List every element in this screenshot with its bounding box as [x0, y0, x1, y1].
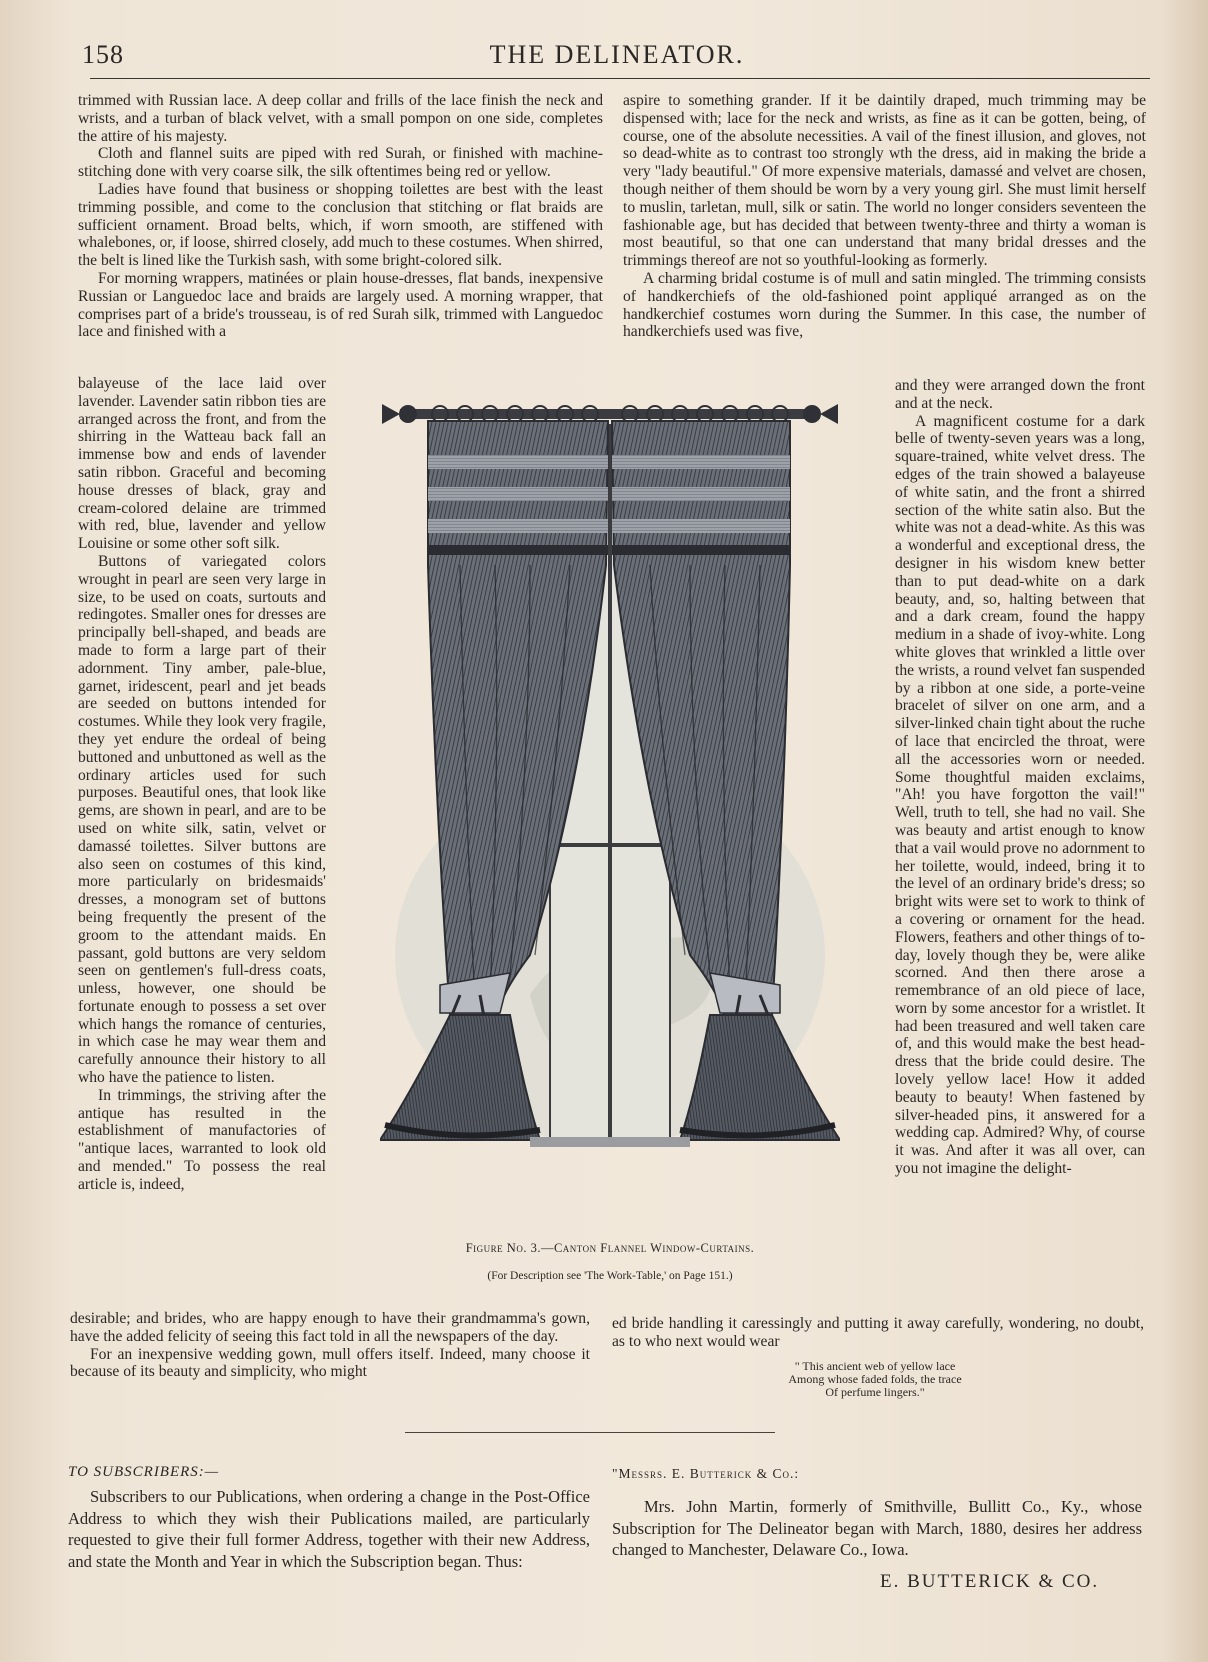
paragraph: desirable; and brides, who are happy enough to have their grandmamma's gown, have the added felicity of seeing this fact told in all the newspapers of the day.: [70, 1310, 590, 1345]
curtain-engraving: [380, 395, 840, 1235]
paragraph: Cloth and flannel suits are piped with red Surah, or finished with machine-stitching done with very coarse silk, the silk oftentimes being red or yellow.: [78, 145, 603, 181]
figure-reference: (For Description see 'The Work-Table,' on Page 151.): [487, 1270, 733, 1282]
page-number: 158: [82, 40, 124, 69]
poem-line: Of perfume lingers.": [825, 1385, 925, 1399]
subscribers-text: Subscribers to our Publications, when ordering a change in the Post-Office Address to which they wish their Publications mailed, are particularly requested to give their full former Address, together with their new Address, and state the Month and Year in which the Subscription began. Thus:: [68, 1487, 590, 1571]
left-column-top: [78, 92, 603, 341]
paragraph: A magnificent costume for a dark belle of twenty-seven years was a long, square-trained, white velvet dress. The edges of the train showed a balayeuse of white satin, and the front a shirred section of the white satin also. But the white was not a dead-white. As this was a wonderful and exceptional dress, the designer in his wisdom knew better than to put dead-white on a dark beauty, and, so, halting between that and a dark cream, found the happy medium in a shade of ivoy-white. Long white gloves that wrinkled a little over the wrists, a round velvet fan suspended by a ribbon at one side, a porte-veine bracelet of silver on one arm, and a silver-linked chain tight about the ruche of lace that encircled the throat, were all the accessories worn or needed. Some thoughtful maiden exclaims, "Ah! you have forgotton the vail!" Well, truth to tell, she had no vail. She was beauty and artist enough to know that a vail would prove no adornment to her toilette, would, indeed, bring it to the level of an ordinary bride's dress; so bright wits were set to work to think of a covering or ornament for the head. Flowers, feathers and other things of to-day, lovely though they be, were alike scorned. And then there arose a remembrance of an old piece of lace, worn by some ancestor for a wristlet. It had been treasured and well taken care of, and this would make the best head-dress that the bride could desire. The lovely yellow lace! How it added beauty to beauty! When fastened by silver-headed pins, it answered for a wedding cap. Admired? Why, of course it was. And after it was all over, can you not imagine the delight-: [895, 412, 1145, 1178]
page-header: [82, 36, 1152, 76]
right-column-narrow: [895, 377, 1145, 1178]
left-column-bottom: [70, 1310, 590, 1381]
subscribers-heading: TO SUBSCRIBERS:—: [68, 1464, 220, 1480]
right-column-bottom: [612, 1315, 1144, 1351]
poem-line: Among whose faded folds, the trace: [788, 1372, 962, 1386]
paragraph: In trimmings, the striving after the antique has resulted in the establishment of manufactories of "antique laces, warranted to look old and mended." To possess the real article is, indeed,: [78, 1086, 326, 1193]
publisher-signature: E. BUTTERICK & CO.: [880, 1571, 1100, 1592]
subscribers-notice: [68, 1486, 590, 1572]
poem-line: " This ancient web of yellow lace: [794, 1359, 956, 1373]
figure-caption: Figure No. 3.—Canton Flannel Window-Curtains.: [465, 1241, 755, 1255]
paragraph: For morning wrappers, matinées or plain house-dresses, flat bands, inexpensive Russian or Languedoc lace and braids are largely used. A morning wrapper, that comprises part of a bride's trousseau, is of red Surah silk, trimmed with Languedoc lace and finished with a: [78, 269, 603, 341]
paragraph: For an inexpensive wedding gown, mull offers itself. Indeed, many choose it because of its beauty and simplicity, who might: [70, 1345, 590, 1381]
paragraph: trimmed with Russian lace. A deep collar and frills of the lace finish the neck and wrists, and a turban of black velvet, with a small pompon on one side, completes the attire of his majesty.: [78, 92, 603, 145]
left-column-narrow: [78, 375, 326, 1194]
paragraph: Ladies have found that business or shopping toilettes are best with the least trimming possible, and come to the conclusion that stitching or flat braids are sufficient ornament. Broad belts, which, if worn smooth, are stiffened with whalebones, or, if loose, shirred closely, add much to these costumes. When shirred, the belt is lined like the Turkish sash, with some bright-colored silk.: [78, 180, 603, 270]
paragraph: and they were arranged down the front and at the neck.: [895, 377, 1145, 412]
paragraph: Buttons of variegated colors wrought in pearl are seen very large in size, to be used on coats, surtouts and redingotes. Smaller ones for dresses are principally bell-shaped, and beads are made to form a large part of their adornment. Tiny amber, pale-blue, garnet, iridescent, pearl and jet beads are seeded on buttons intended for costumes. While they look very fragile, they yet endure the ordeal of being buttoned and unbuttoned as well as the ordinary articles used for such purposes. Beautiful ones, that look like gems, are shown in pearl, and are to be used on white silk, satin, velvet or damassé toilettes. Silver buttons are also seen on costumes of this kind, more particularly on bridesmaids' dresses, a monogram set of buttons being frequently the present of the groom to the attendant maids. En passant, gold buttons are very seldom seen on gentlemen's full-dress coats, unless, however, one should be fortunate enough to possess a set over which hangs the romance of centuries, in which case he may wear them and carefully announce their history to all who have the patience to listen.: [78, 552, 326, 1087]
letter-salutation: "Messrs. E. Butterick & Co.:: [612, 1466, 800, 1481]
paragraph: A charming bridal costume is of mull and satin mingled. The trimming consists of handkerchiefs of the old-fashioned point appliqué arranged as on the handkerchief costumes worn during the Summer. In this case, the number of handkerchiefs used was five,: [623, 269, 1146, 341]
header-rule: [90, 78, 1150, 79]
paragraph: balayeuse of the lace laid over lavender. Lavender satin ribbon ties are arranged across the front, and from the shirring in the Watteau back fall an immense bow and ends of lavender satin ribbon. Graceful and becoming house dresses of black, gray and cream-colored delaine are trimmed with red, blue, lavender and yellow Louisine or some other soft silk.: [78, 375, 326, 553]
section-divider: [405, 1432, 775, 1433]
paragraph: ed bride handling it caressingly and putting it away carefully, wondering, no doubt, as to who next would wear: [612, 1315, 1144, 1350]
paragraph: aspire to something grander. If it be daintily draped, much trimming may be dispensed with; lace for the neck and wrists, as fine as it can be gotten, being, of course, one of the absolute necessities. A vail of the finest illusion, and gloves, not so dead-white as to contrast too strongly wth the dress, aid in making the bride a very "lady beautiful." Of more expensive materials, damassé and velvet are chosen, though neither of them should be worn by a very young girl. She must limit herself to muslin, tarletan, mull, silk or satin. The world no longer considers seventeen the fashionable age, but has decided that between twenty-three and thirty a woman is most beautiful, so that one can understand that many bridal dresses and the trimmings thereof are not so youthful-looking as formerly.: [623, 92, 1146, 270]
poem-quote: [745, 1360, 1005, 1399]
running-title: THE DELINEATOR.: [489, 40, 745, 69]
right-column-top: [623, 92, 1146, 341]
letter-text: Mrs. John Martin, formerly of Smithville, Bullitt Co., Ky., whose Subscription for The Delineator began with March, 1880, desires her address changed to Manchester, Delaware Co., Iowa.: [612, 1497, 1142, 1559]
sample-letter: [612, 1496, 1142, 1561]
curtain-illustration: [380, 395, 840, 1255]
